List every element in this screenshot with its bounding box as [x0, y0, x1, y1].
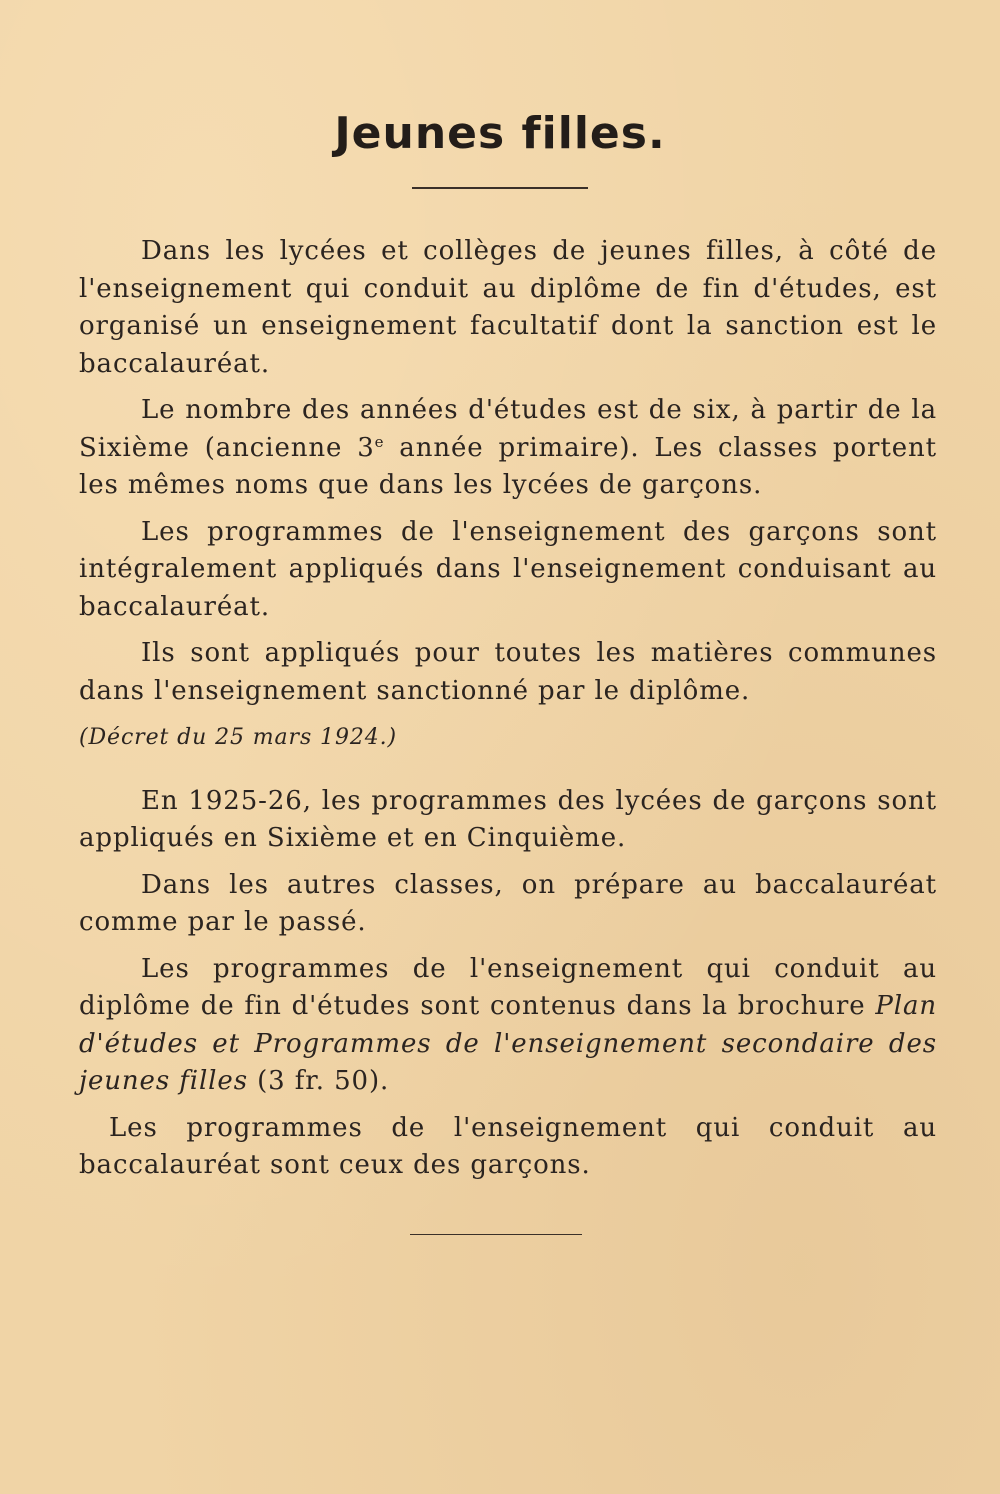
paragraph-4: Ils sont appliqués pour toutes les matières communes dans l'enseignement sanctionné par le diplôme.: [79, 638, 937, 706]
paragraph-2: [79, 392, 937, 505]
paragraph-3: Les programmes de l'enseignement des garçons sont intégralement appliqués dans l'enseignement conduisant au baccalauréat.: [79, 516, 937, 622]
decree-citation: (Décret du 25 mars 1924.): [79, 725, 398, 750]
paragraph-7-end: (3 fr. 50).: [247, 1066, 390, 1096]
body-text: [79, 233, 937, 1194]
paragraph-7: [79, 951, 937, 1101]
paragraph-2-start: Le nombre des années d'études est de six, à partir de la Sixième (ancienne 3: [79, 395, 937, 463]
paragraph-7-start: Les programmes de l'enseignement qui conduit au diplôme de fin d'études sont contenus dans la brochure: [79, 953, 937, 1021]
paragraph-6: Dans les autres classes, on prépare au baccalauréat comme par le passé.: [79, 869, 937, 937]
closing-rule: [410, 1234, 582, 1235]
paragraph-5: En 1925-26, les programmes des lycées de garçons sont appliqués en Sixième et en Cinquième.: [79, 785, 937, 853]
paragraph-2-end: année primaire). Les classes portent les mêmes noms que dans les lycées de garçons.: [79, 432, 937, 500]
title-rule: [412, 187, 588, 189]
paragraph-1: Dans les lycées et collèges de jeunes filles, à côté de l'enseignement qui conduit au diplôme de fin d'études, est organisé un enseignement facultatif dont la sanction est le baccalauréat.: [79, 236, 937, 379]
brochure-title: Plan d'études et Programmes de l'enseignement secondaire des jeunes filles: [79, 991, 937, 1096]
page-title: Jeunes filles.: [334, 108, 666, 159]
paragraph-8: Les programmes de l'enseignement qui conduit au baccalauréat sont ceux des garçons.: [79, 1112, 937, 1180]
superscript-e: e: [374, 432, 385, 451]
